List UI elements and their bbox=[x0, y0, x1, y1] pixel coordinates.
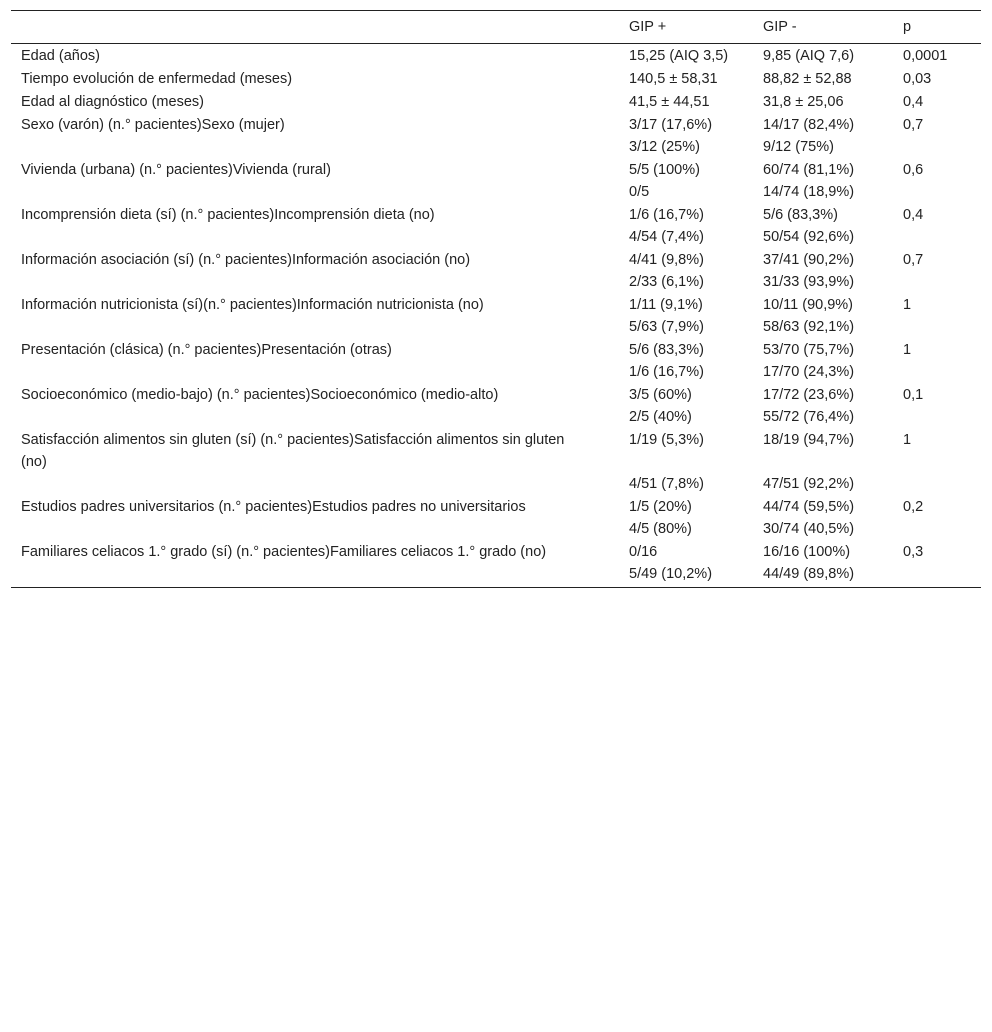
cell-variable bbox=[11, 136, 619, 158]
cell-variable: Familiares celiacos 1.° grado (sí) (n.° pacientes)Familiares celiacos 1.° grado (no) bbox=[21, 544, 547, 560]
table-body bbox=[11, 44, 981, 588]
cell-gip-positive: 41,5 ± 44,51 bbox=[629, 94, 710, 110]
table-row bbox=[11, 428, 981, 473]
cell-p-value: 0,1 bbox=[903, 387, 924, 403]
cell-variable bbox=[11, 226, 619, 248]
cell-gip-negative: 31,8 ± 25,06 bbox=[763, 94, 844, 110]
cell-p-value bbox=[893, 473, 981, 495]
table-row bbox=[11, 495, 981, 518]
cell-variable bbox=[11, 473, 619, 495]
cell-gip-negative: 60/74 (81,1%) bbox=[763, 162, 855, 178]
cell-variable bbox=[11, 181, 619, 203]
cell-p-value bbox=[893, 518, 981, 540]
cell-gip-positive: 5/49 (10,2%) bbox=[629, 566, 713, 582]
cell-variable: Información asociación (sí) (n.° pacientes)Información asociación (no) bbox=[21, 252, 471, 268]
cell-p-value bbox=[893, 226, 981, 248]
cell-gip-negative: 44/74 (59,5%) bbox=[763, 499, 855, 515]
cell-p-value: 0,3 bbox=[903, 544, 924, 560]
cell-gip-negative: 9,85 (AIQ 7,6) bbox=[763, 48, 855, 64]
table-row bbox=[11, 113, 981, 136]
table-row bbox=[11, 406, 981, 428]
cell-gip-positive: 1/11 (9,1%) bbox=[629, 297, 703, 313]
cell-gip-negative: 17/72 (23,6%) bbox=[763, 387, 855, 403]
cell-p-value: 0,03 bbox=[903, 71, 932, 87]
cell-gip-positive: 0/5 bbox=[629, 184, 650, 200]
cell-gip-negative: 16/16 (100%) bbox=[763, 544, 851, 560]
cell-variable: Satisfacción alimentos sin gluten (sí) (n.° pacientes)Satisfacción alimentos sin gluten (no) bbox=[21, 432, 565, 470]
cell-p-value bbox=[893, 563, 981, 588]
cell-variable bbox=[11, 518, 619, 540]
data-table-container bbox=[11, 10, 981, 588]
cell-gip-negative: 31/33 (93,9%) bbox=[763, 274, 855, 290]
cell-gip-negative: 17/70 (24,3%) bbox=[763, 364, 855, 380]
cell-variable: Incomprensión dieta (sí) (n.° pacientes)Incomprensión dieta (no) bbox=[21, 207, 435, 223]
cell-gip-negative: 14/74 (18,9%) bbox=[763, 184, 855, 200]
cell-variable: Presentación (clásica) (n.° pacientes)Presentación (otras) bbox=[21, 342, 392, 358]
cell-p-value: 0,4 bbox=[903, 94, 924, 110]
cell-gip-negative: 55/72 (76,4%) bbox=[763, 409, 855, 425]
table-row bbox=[11, 203, 981, 226]
table-row bbox=[11, 90, 981, 113]
cell-gip-negative: 14/17 (82,4%) bbox=[763, 117, 855, 133]
table-row bbox=[11, 563, 981, 588]
cell-gip-positive: 3/5 (60%) bbox=[629, 387, 692, 403]
header-p-value: p bbox=[903, 19, 912, 35]
cell-variable: Sexo (varón) (n.° pacientes)Sexo (mujer) bbox=[21, 117, 285, 133]
cell-gip-positive: 1/6 (16,7%) bbox=[629, 364, 704, 380]
cell-gip-positive: 1/19 (5,3%) bbox=[629, 432, 704, 448]
cell-gip-negative: 47/51 (92,2%) bbox=[763, 476, 855, 492]
cell-variable: Edad al diagnóstico (meses) bbox=[21, 94, 204, 110]
header-row bbox=[11, 11, 981, 44]
table-row bbox=[11, 226, 981, 248]
results-table bbox=[11, 10, 981, 588]
table-row bbox=[11, 158, 981, 181]
cell-gip-positive: 4/5 (80%) bbox=[629, 521, 692, 537]
cell-gip-negative: 30/74 (40,5%) bbox=[763, 521, 855, 537]
cell-gip-positive: 4/51 (7,8%) bbox=[629, 476, 704, 492]
table-row bbox=[11, 271, 981, 293]
cell-gip-negative: 9/12 (75%) bbox=[763, 139, 834, 155]
header-variable bbox=[11, 11, 619, 44]
cell-gip-positive: 1/6 (16,7%) bbox=[629, 207, 704, 223]
table-row bbox=[11, 44, 981, 68]
header-gip-negative: GIP - bbox=[763, 19, 797, 35]
table-row bbox=[11, 67, 981, 90]
cell-gip-positive: 2/5 (40%) bbox=[629, 409, 692, 425]
cell-variable: Socioeconómico (medio-bajo) (n.° pacientes)Socioeconómico (medio-alto) bbox=[21, 387, 499, 403]
cell-p-value: 0,2 bbox=[903, 499, 924, 515]
cell-variable bbox=[11, 361, 619, 383]
table-row bbox=[11, 338, 981, 361]
cell-gip-positive: 5/5 (100%) bbox=[629, 162, 700, 178]
cell-p-value bbox=[893, 316, 981, 338]
cell-gip-negative: 58/63 (92,1%) bbox=[763, 319, 855, 335]
cell-p-value: 1 bbox=[903, 432, 912, 448]
cell-variable bbox=[11, 271, 619, 293]
cell-variable: Edad (años) bbox=[21, 48, 100, 64]
table-row bbox=[11, 293, 981, 316]
cell-p-value: 0,4 bbox=[903, 207, 924, 223]
cell-p-value: 0,7 bbox=[903, 252, 924, 268]
table-row bbox=[11, 473, 981, 495]
table-row bbox=[11, 181, 981, 203]
cell-gip-positive: 5/63 (7,9%) bbox=[629, 319, 704, 335]
cell-variable: Información nutricionista (sí)(n.° pacientes)Información nutricionista (no) bbox=[21, 297, 484, 313]
table-header bbox=[11, 11, 981, 44]
cell-gip-positive: 4/54 (7,4%) bbox=[629, 229, 704, 245]
cell-p-value bbox=[893, 181, 981, 203]
table-row bbox=[11, 316, 981, 338]
cell-gip-positive: 2/33 (6,1%) bbox=[629, 274, 704, 290]
header-gip-positive: GIP + bbox=[629, 19, 667, 35]
table-row bbox=[11, 518, 981, 540]
cell-p-value bbox=[893, 406, 981, 428]
cell-gip-positive: 15,25 (AIQ 3,5) bbox=[629, 48, 729, 64]
cell-gip-negative: 53/70 (75,7%) bbox=[763, 342, 855, 358]
cell-gip-negative: 50/54 (92,6%) bbox=[763, 229, 855, 245]
cell-variable bbox=[11, 406, 619, 428]
cell-gip-positive: 3/12 (25%) bbox=[629, 139, 700, 155]
cell-gip-positive: 140,5 ± 58,31 bbox=[629, 71, 718, 87]
cell-gip-positive: 5/6 (83,3%) bbox=[629, 342, 704, 358]
cell-variable bbox=[11, 316, 619, 338]
cell-gip-negative: 5/6 (83,3%) bbox=[763, 207, 838, 223]
table-row bbox=[11, 540, 981, 563]
table-row bbox=[11, 248, 981, 271]
cell-p-value bbox=[893, 271, 981, 293]
cell-gip-negative: 44/49 (89,8%) bbox=[763, 566, 855, 582]
cell-gip-negative: 10/11 (90,9%) bbox=[763, 297, 854, 313]
cell-gip-negative: 18/19 (94,7%) bbox=[763, 432, 855, 448]
cell-variable: Vivienda (urbana) (n.° pacientes)Vivienda (rural) bbox=[21, 162, 331, 178]
cell-gip-positive: 4/41 (9,8%) bbox=[629, 252, 704, 268]
cell-gip-negative: 88,82 ± 52,88 bbox=[763, 71, 852, 87]
cell-gip-positive: 1/5 (20%) bbox=[629, 499, 692, 515]
cell-gip-positive: 0/16 bbox=[629, 544, 658, 560]
cell-p-value: 1 bbox=[903, 297, 912, 313]
table-row bbox=[11, 361, 981, 383]
cell-variable: Tiempo evolución de enfermedad (meses) bbox=[21, 71, 293, 87]
cell-p-value: 0,6 bbox=[903, 162, 924, 178]
cell-p-value: 0,7 bbox=[903, 117, 924, 133]
cell-variable bbox=[11, 563, 619, 588]
table-row bbox=[11, 383, 981, 406]
table-row bbox=[11, 136, 981, 158]
cell-gip-negative: 37/41 (90,2%) bbox=[763, 252, 855, 268]
cell-p-value: 1 bbox=[903, 342, 912, 358]
cell-p-value bbox=[893, 361, 981, 383]
cell-gip-positive: 3/17 (17,6%) bbox=[629, 117, 713, 133]
cell-p-value: 0,0001 bbox=[903, 48, 948, 64]
cell-p-value bbox=[893, 136, 981, 158]
cell-variable: Estudios padres universitarios (n.° pacientes)Estudios padres no universitarios bbox=[21, 499, 526, 515]
